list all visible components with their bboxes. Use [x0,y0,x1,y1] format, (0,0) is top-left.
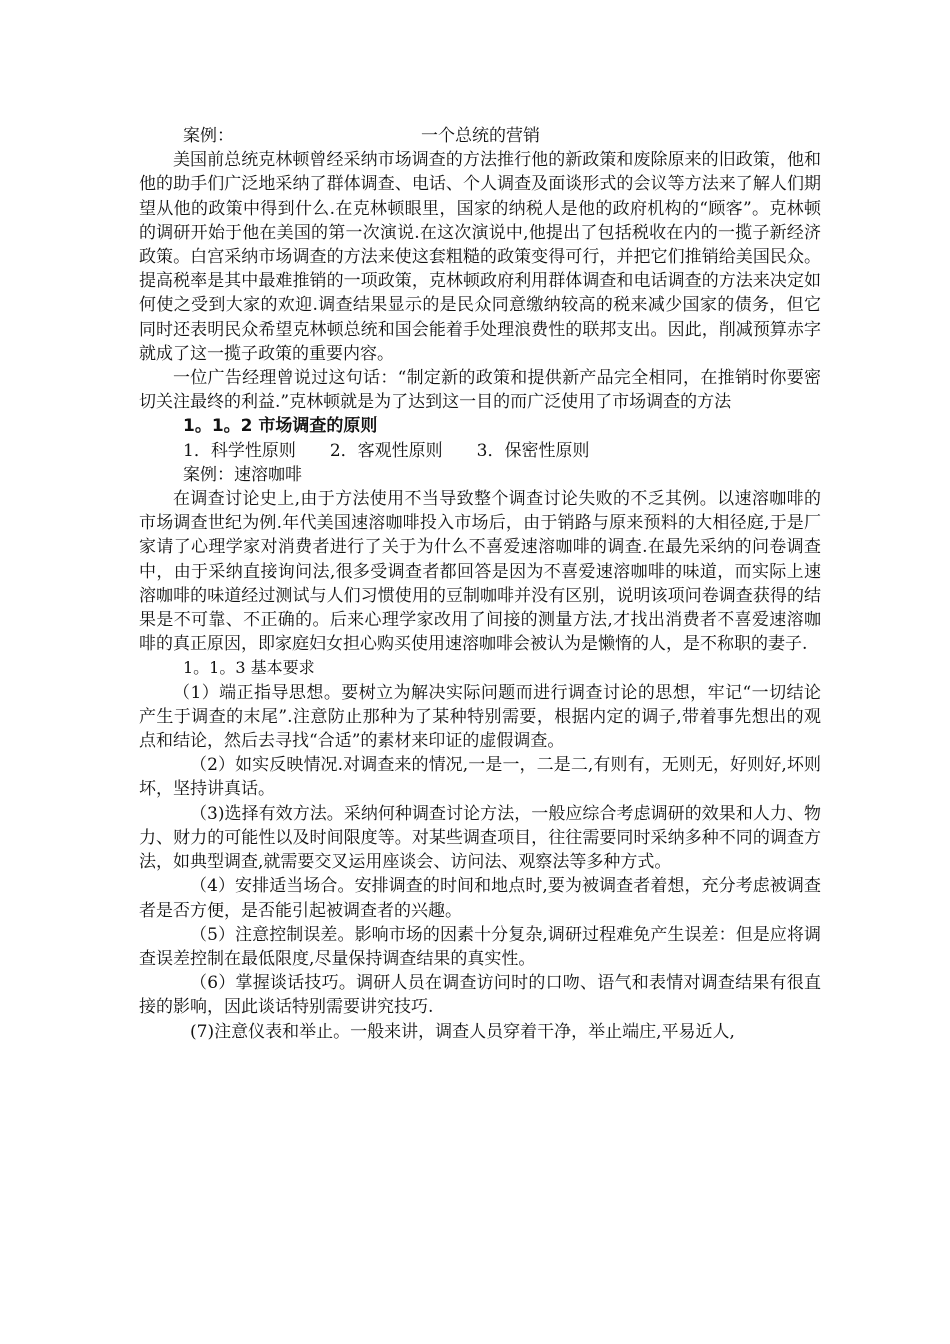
paragraph-clinton-1: 美国前总统克林顿曾经采纳市场调查的方法推行他的新政策和废除原来的旧政策，他和他的助手们广泛地采纳了群体调查、电话、个人调查及面谈形式的会议等方法来了解人们期望从他的政策中得到什么.在克林顿眼里，国家的纳税人是他的政府机构的“顾客”。克林顿的调研开始于他在美国的第一次演说.在这次演说中,他提出了包括税收在内的一揽子新经济政策。白宫采纳市场调查的方法来使这套粗糙的政策变得可行，并把它们推销给美国民众。提高税率是其中最难推销的一项政策，克林顿政府利用群体调查和电话调查的方法来决定如何使之受到大家的欢迎.调查结果显示的是民众同意缴纳较高的税来减少国家的债务，但它同时还表明民众希望克林顿总统和国会能着手处理浪费性的联邦支出。因此，削减预算赤字就成了这一揽子政策的重要内容。 [139,150,821,364]
principle-item-2: 2．客观性原则 [329,440,443,461]
case-title: 一个总统的营销 [421,126,540,146]
document-body [139,124,821,1044]
principles-list [139,439,821,463]
requirement-7: (7)注意仪表和举止。一般来讲，调查人员穿着干净，举止端庄,平易近人, [190,1021,735,1042]
case2-label: 案例：速溶咖啡 [183,464,302,485]
requirement-6: （6）掌握谈话技巧。调研人员在调查访问时的口吻、语气和表情对调查结果有很直接的影响，因此谈话特别需要讲究技巧. [139,973,821,1018]
requirement-1: （1）端正指导思想。要树立为解决实际问题而进行调查讨论的思想，牢记“一切结论产生于调查的末尾”.注意防止那种为了某种特别需要，根据内定的调子,带着事先想出的观点和结论，然后去寻找“合适”的素材来印证的虚假调查。 [139,682,821,752]
requirement-3: （3)选择有效方法。采纳何种调查讨论方法，一般应综合考虑调研的效果和人力、物力、财力的可能性以及时间限度等。对某些调查项目，往往需要同时采纳多种不同的调查方法，如典型调查,就需要交叉运用座谈会、访问法、观察法等多种方式。 [139,803,821,873]
case-title-line [139,124,821,148]
principle-item-1: 1．科学性原则 [183,440,296,461]
requirement-4: （4）安排适当场合。安排调查的时间和地点时,要为被调查者着想，充分考虑被调查者是否方便，是否能引起被调查者的兴趣。 [139,876,821,921]
section-heading-requirements: 1。1。3 基本要求 [183,658,315,678]
section-heading-principles: 1。1。2 市场调查的原则 [183,416,378,437]
requirement-2: （2）如实反映情况.对调查来的情况,一是一，二是二,有则有，无则无，好则好,坏则坏，坚持讲真话。 [139,755,821,800]
paragraph-coffee: 在调查讨论史上,由于方法使用不当导致整个调查讨论失败的不乏其例。以速溶咖啡的市场调查世纪为例.年代美国速溶咖啡投入市场后，由于销路与原来预料的大相径庭,于是厂家请了心理学家对消费者进行了关于为什么不喜爱速溶咖啡的调查.在最先采纳的问卷调查中，由于采纳直接询问法,很多受调查者都回答是因为不喜爱速溶咖啡的味道，而实际上速溶咖啡的味道经过测试与人们习惯使用的豆制咖啡并没有区别，说明该项问卷调查获得的结果是不可靠、不正确的。后来心理学家改用了间接的测量方法,才找出消费者不喜爱速溶咖啡的真正原因，即家庭妇女担心购买使用速溶咖啡会被认为是懒惰的人，是不称职的妻子. [139,489,821,655]
paragraph-clinton-2: 一位广告经理曾说过这句话：“制定新的政策和提供新产品完全相同，在推销时你要密切关注最终的利益.”克林顿就是为了达到这一目的而广泛使用了市场调查的方法 [139,368,821,413]
requirement-5: （5）注意控制误差。影响市场的因素十分复杂,调研过程难免产生误差：但是应将调查误差控制在最低限度,尽量保持调查结果的真实性。 [139,924,821,969]
case-label: 案例： [183,126,234,146]
principle-item-3: 3．保密性原则 [476,440,590,461]
